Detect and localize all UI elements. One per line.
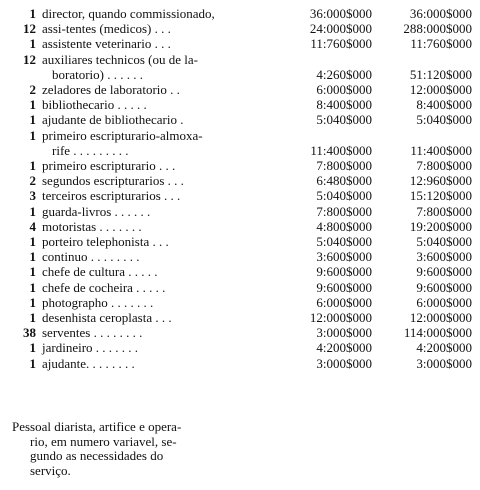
row-unit-salary: 11:400$000 <box>310 142 372 158</box>
row-unit-salary: 5:040$000 <box>316 188 372 204</box>
row-total-salary: 12:000$000 <box>409 310 472 325</box>
row-quantity: 1 <box>29 158 36 173</box>
table-row <box>0 36 480 51</box>
row-quantity: 1 <box>29 203 36 219</box>
table-row <box>0 204 480 219</box>
row-quantity: 38 <box>23 325 36 341</box>
row-unit-salary: 5:040$000 <box>316 112 372 128</box>
row-quantity: 1 <box>29 36 36 52</box>
row-description: primeiro escripturario . . . <box>42 158 176 173</box>
table-row <box>0 295 480 310</box>
footnote-line: Pessoal diarista, artifice e opera- <box>12 419 182 434</box>
row-description: ajudante de bibliothecario . <box>42 112 184 128</box>
row-quantity: 3 <box>29 188 36 204</box>
row-quantity: 1 <box>29 97 36 113</box>
row-unit-salary: 36:000$000 <box>309 6 372 21</box>
row-quantity: 1 <box>29 6 36 21</box>
row-total-salary: 8:400$000 <box>416 97 472 113</box>
row-quantity: 1 <box>29 279 36 295</box>
row-quantity: 2 <box>29 82 36 97</box>
row-description: desenhista ceroplasta . . . <box>42 310 172 325</box>
row-quantity: 1 <box>29 264 36 280</box>
row-unit-salary: 12:000$000 <box>309 310 372 325</box>
row-description: photographo . . . . . . . <box>42 294 154 310</box>
table-row <box>0 158 480 173</box>
row-unit-salary: 6:480$000 <box>316 173 372 189</box>
row-unit-salary: 7:800$000 <box>316 158 372 173</box>
row-description: guarda-livros . . . . . . <box>42 203 151 219</box>
row-description: assi-tentes (medicos) . . . <box>42 21 171 37</box>
row-quantity: 1 <box>29 112 36 128</box>
row-description: serventes . . . . . . . . <box>42 325 143 341</box>
table-row <box>0 234 480 249</box>
row-description: porteiro telephonista . . . <box>42 234 169 249</box>
table-row <box>0 97 480 112</box>
table-row <box>0 112 480 127</box>
row-description: continuo . . . . . . . . <box>42 249 140 265</box>
row-description: auxiliares technicos (ou de la- <box>42 51 198 67</box>
table-row <box>0 52 480 67</box>
row-description: bibliothecario . . . . . <box>42 97 147 113</box>
row-quantity: 12 <box>23 51 36 67</box>
row-total-salary: 5:040$000 <box>416 112 472 128</box>
row-unit-salary: 6:000$000 <box>316 82 372 97</box>
row-unit-salary: 8:400$000 <box>316 97 372 113</box>
table-row <box>0 128 480 143</box>
table-row <box>0 249 480 264</box>
row-description: boratorio) . . . . . . <box>52 66 143 82</box>
row-total-salary: 36:000$000 <box>409 6 472 21</box>
row-unit-salary: 3:000$000 <box>316 355 372 371</box>
table-row <box>0 6 480 21</box>
row-unit-salary: 3:600$000 <box>316 249 372 265</box>
table-row <box>0 264 480 279</box>
row-description: ajudante. . . . . . . . <box>42 355 135 371</box>
row-unit-salary: 11:760$000 <box>310 36 372 52</box>
row-description: rife . . . . . . . . . <box>52 142 129 158</box>
row-unit-salary: 3:000$000 <box>316 325 372 341</box>
table-row <box>0 82 480 97</box>
row-total-salary: 6:000$000 <box>416 294 472 310</box>
row-total-salary: 19:200$000 <box>409 218 472 234</box>
row-unit-salary: 4:800$000 <box>316 218 372 234</box>
row-unit-salary: 6:000$000 <box>316 294 372 310</box>
table-row <box>0 340 480 355</box>
table-row <box>0 325 480 340</box>
table-row <box>0 219 480 234</box>
row-total-salary: 11:760$000 <box>410 36 472 52</box>
table-row <box>0 67 480 82</box>
row-description: segundos escripturarios . . . <box>42 173 184 189</box>
row-description: director, quando commissionado, <box>42 6 215 21</box>
table-row <box>0 310 480 325</box>
row-total-salary: 3:600$000 <box>416 249 472 265</box>
row-total-salary: 51:120$000 <box>409 66 472 82</box>
row-quantity: 1 <box>29 294 36 310</box>
row-description: assistente veterinario . . . <box>42 36 171 52</box>
row-quantity: 1 <box>29 127 36 143</box>
row-quantity: 1 <box>29 249 36 265</box>
row-total-salary: 12:960$000 <box>409 173 472 189</box>
row-total-salary: 288:000$000 <box>403 21 472 37</box>
row-unit-salary: 4:260$000 <box>316 66 372 82</box>
row-unit-salary: 9:600$000 <box>316 279 372 295</box>
table-row <box>0 143 480 158</box>
row-unit-salary: 4:200$000 <box>316 340 372 356</box>
row-quantity: 2 <box>29 173 36 189</box>
row-description: zeladores de laboratorio . . <box>42 82 180 97</box>
table-row <box>0 173 480 188</box>
footnote-line: rio, em numero variavel, se- <box>30 433 177 449</box>
row-quantity: 1 <box>29 340 36 356</box>
table-row <box>0 356 480 371</box>
row-description: chefe de cocheira . . . . . <box>42 279 166 295</box>
row-total-salary: 3:000$000 <box>416 355 472 371</box>
row-total-salary: 9:600$000 <box>416 264 472 280</box>
row-total-salary: 12:000$000 <box>409 82 472 97</box>
row-total-salary: 11:400$000 <box>410 142 472 158</box>
row-quantity: 4 <box>29 218 36 234</box>
footnote-line: serviço. <box>30 462 71 478</box>
row-quantity: 1 <box>29 310 36 325</box>
table-row <box>0 21 480 36</box>
footnote <box>12 420 270 478</box>
row-unit-salary: 9:600$000 <box>316 264 372 280</box>
table-row <box>0 280 480 295</box>
row-description: terceiros escripturarios . . . <box>42 188 181 204</box>
row-description: jardineiro . . . . . . . <box>42 340 139 356</box>
row-total-salary: 7:800$000 <box>416 203 472 219</box>
table-row <box>0 188 480 203</box>
row-description: primeiro escripturario-almoxa- <box>42 127 203 143</box>
row-quantity: 12 <box>23 21 36 37</box>
row-total-salary: 7:800$000 <box>416 158 472 173</box>
row-unit-salary: 24:000$000 <box>309 21 372 37</box>
row-total-salary: 9:600$000 <box>416 279 472 295</box>
row-quantity: 1 <box>29 355 36 371</box>
row-description: motoristas . . . . . . . <box>42 218 142 234</box>
row-total-salary: 15:120$000 <box>409 188 472 204</box>
row-unit-salary: 5:040$000 <box>316 234 372 249</box>
row-total-salary: 5:040$000 <box>416 234 472 249</box>
row-unit-salary: 7:800$000 <box>316 203 372 219</box>
footnote-line: gundo as necessidades do <box>30 448 164 463</box>
row-description: chefe de cultura . . . . . <box>42 264 158 280</box>
row-total-salary: 114:000$000 <box>403 325 472 341</box>
row-total-salary: 4:200$000 <box>416 340 472 356</box>
row-quantity: 1 <box>29 234 36 249</box>
